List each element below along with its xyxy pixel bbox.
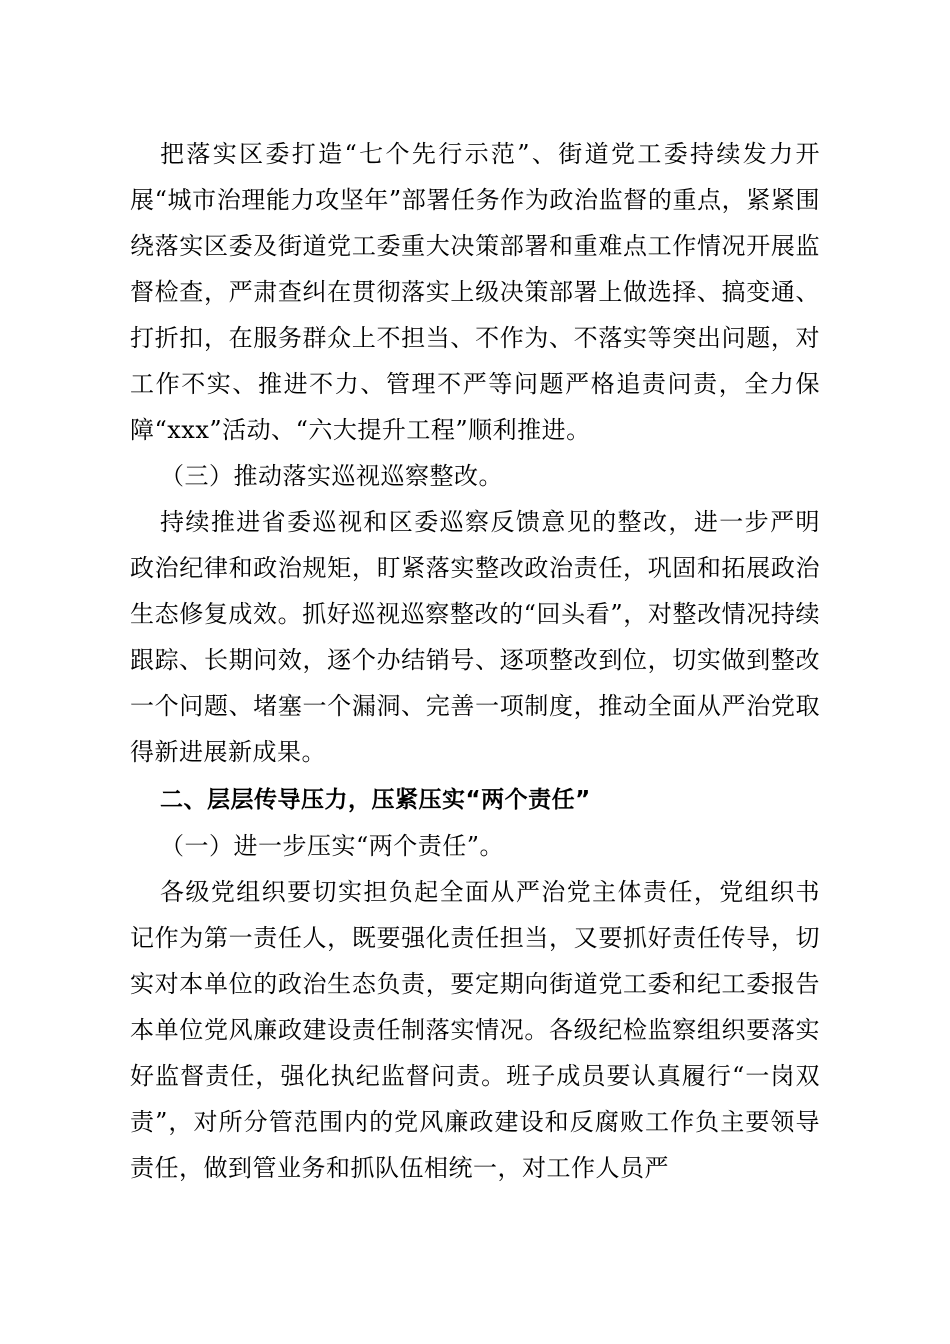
subheading-inspection-rectification: （三）推动落实巡视巡察整改。 bbox=[160, 462, 503, 490]
paragraph-party-organizations: 各级党组织要切实担负起全面从严治党主体责任，党组织书记作为第一责任人，既要强化责任担当，又要抓好责任传导，切实对本单位的政治生态负责，要定期向街道党工委和纪工委报告本单位党风廉政建设责任制落实情况。各级纪检监察组织要落实好监督责任，强化执纪监督问责。班子成员要认真履行“一岗双责”，对所分管范围内的党风廉政建设和反腐败工作负主要领导责任，做到管业务和抓队伍相统一，对工作人员严 bbox=[130, 878, 820, 1182]
section-heading-two-responsibilities: 二、层层传导压力，压紧压实“两个责任” bbox=[160, 787, 591, 813]
paragraph-political-supervision: 把落实区委打造“七个先行示范”、街道党工委持续发力开展“城市治理能力攻坚年”部署任务作为政治监督的重点，紧紧围绕落实区委及街道党工委重大决策部署和重难点工作情况开展监督检查，严肃查纠在贯彻落实上级决策部署上做选择、搞变通、打折扣，在服务群众上不担当、不作为、不落实等突出问题，对工作不实、推进不力、管理不严等问题严格追责问责，全力保障“xxx”活动、“六大提升工程”顺利推进。 bbox=[130, 140, 820, 444]
paragraph-rectification: 持续推进省委巡视和区委巡察反馈意见的整改，进一步严明政治纪律和政治规矩，盯紧落实整改政治责任，巩固和拓展政治生态修复成效。抓好巡视巡察整改的“回头看”，对整改情况持续跟踪、长期问效，逐个办结销号、逐项整改到位，切实做到整改一个问题、堵塞一个漏洞、完善一项制度，推动全面从严治党取得新进展新成果。 bbox=[130, 508, 820, 766]
subheading-two-responsibilities: （一）进一步压实“两个责任”。 bbox=[160, 832, 505, 860]
document-body bbox=[130, 131, 820, 1191]
